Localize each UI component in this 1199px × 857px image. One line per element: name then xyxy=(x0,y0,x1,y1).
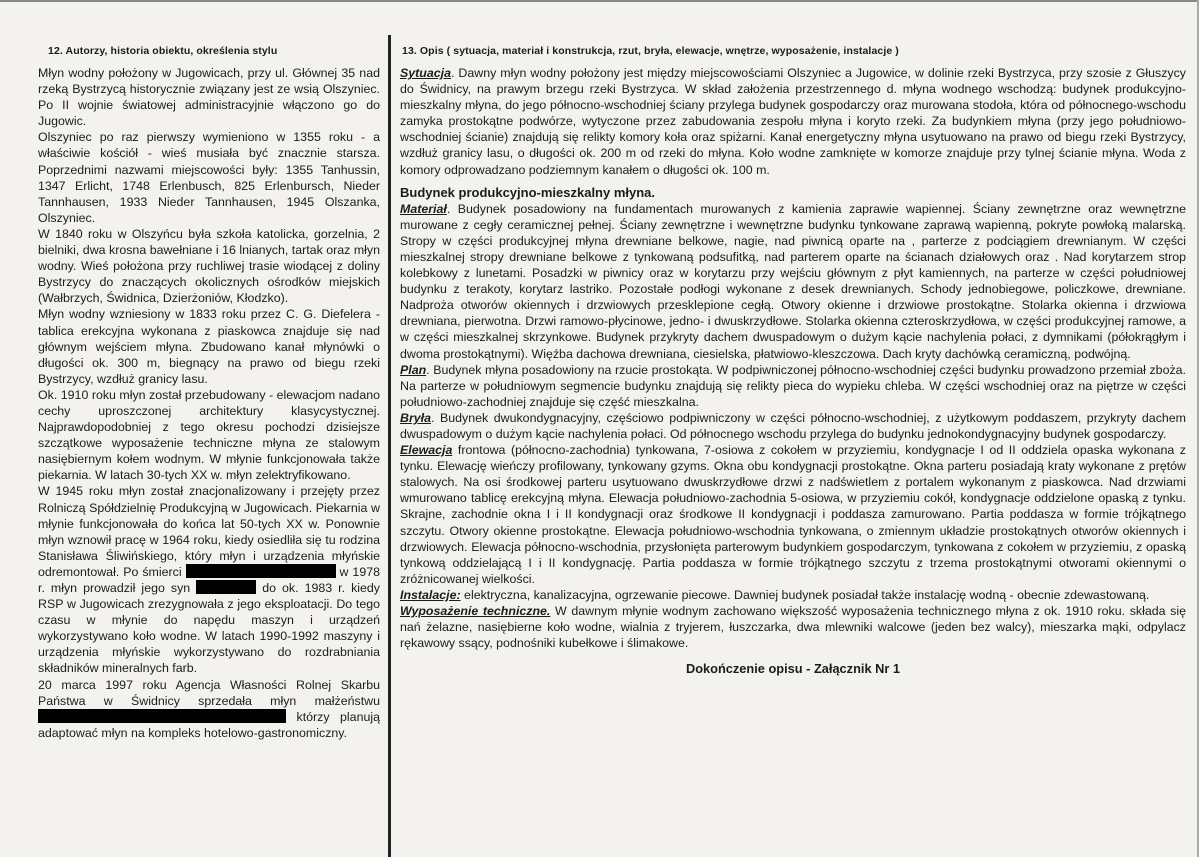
paragraph-instalacje xyxy=(400,587,1186,603)
paragraph-material xyxy=(400,201,1186,362)
text-run: elektryczna, kanalizacyjna, ogrzewanie piecowe. Dawniej budynek posiadał także instalację wodną - obecnie zdewastowaną. xyxy=(460,587,1150,602)
paragraph xyxy=(38,483,380,676)
text-run: w 1978 r. młyn prowadził jego syn xyxy=(38,564,380,595)
paragraph-bryla xyxy=(400,410,1186,442)
text-run: do ok. 1983 r. kiedy RSP w Jugowicach zrezygnowała z jego eksploatacji. Do tego czasu w młynie do napędu maszyn i urządzeń wykorzystywano koło wodne. W latach 1990-1992 maszyny i urządzenia młyńskie wykorzystywano do rozdrabniania składników mineralnych farb. xyxy=(38,581,380,676)
label-sytuacja: Sytuacja xyxy=(400,66,451,80)
redaction-bar xyxy=(196,580,256,594)
section-12-column xyxy=(38,44,380,741)
text-run: W 1945 roku młyn został znacjonalizowany i przejęty przez Rolniczą Spółdzielnię Produkcyjną w Jugowicach. Piekarnia w młynie funkcjonowała do końca lat 50-tych XX w. Ponownie młyn wznowił pracę w 1964 roku, kiedy osiedliła się tu rodzina Stanisława Śliwińskiego, który młyn i urządzenia młyńskie odremontował. Po śmierci xyxy=(38,484,380,579)
paragraph-wyposazenie xyxy=(400,603,1186,651)
top-border xyxy=(0,0,1199,2)
text-run: . Budynek młyna posadowiony na rzucie prostokąta. W podpiwniczonej północno-wschodniej części budynku prowadzono przemiał zboża. Na parterze w południowym segmencie budynku znajdują się relikty pieca do wypieku chleba. W części wschodniej oraz na piętrze w części południowo-zachodniej znajduje się część mieszkalna. xyxy=(400,362,1186,409)
redaction-bar xyxy=(186,564,336,578)
text-run: . Dawny młyn wodny położony jest między miejscowościami Olszyniec a Jugowice, w dolinie rzeki Bystrzyca, przy szosie z Głuszycy do Świdnicy, na prawym brzegu rzeki Bystrzyca. W skład założenia przestrzennego d. młyna wodnego wschodzą: budynek produkcyjno-mieszkalny młyna, do jego północno-wschodniej ściany przylega budynek gospodarczy oraz murowana stodoła, która od północnego-wschodu zamyka prostokątne podwórze, wytyczone przez zabudowania zespołu młyna i koryto rzeki. Za budynkiem młyna (przy jego południowo-wschodniej ścianie) znajdują się relikty komory koła oraz spiżarni. Kanał energetyczny młyna usytuowano na prawo od biegu rzeki Bystrzycy, wzdłuż granicy lasu, o długości ok. 200 m od rzeki do młyna. Koło wodne zamknięte w komorze znajduje przy tylnej ścianie młyna. Woda z komory odprowadzano podziemnym kanałem o długości ok. 100 m. xyxy=(400,66,1186,177)
text-run: frontowa (północno-zachodnia) tynkowana, 7-osiowa z cokołem w przyziemiu, kondygnacje I od II oddziela opaska wykonana z tynku. Elewację wieńczy profilowany, tynkowany gzyms. Okna obu kondygnacji prostokątne. Okna parteru posiadają kraty wykonane z prętów stalowych. Na osi środkowej parteru usytuowano dwuskrzydłowe drzwi z nadświetlem z portalem wykonanym z piaskowca. Nad drzwiami wmurowano tablicę erekcyjną młyna. Elewacja południowo-zachodnia 5-osiowa, w przyziemiu cokół, kondygnacje oddzielone opaską z tynku. Skrajne, zachodnie okna I i II kondygnacji oraz środkowe II kondygnacji i poddasza zamurowano. Partia poddasza w formie trójkątnego szczytu. Otwory okienne prostokątne. Elewacja południowo-wschodnia tynkowana, o zmiennym układzie prostokątnych otworów okiennych i drzwiowych. Elewacja północno-wschodnia, przysłonięta parterowym budynkiem gospodarczym, tynkowana z cokołem w przyziemiu, z opaską tynkową oddzielającą I i II kondygnację. Partia poddasza w formie trójkątnego szczytu z trzema prostokątnymi otworami okiennymi o zróżnicowanej wielkości. xyxy=(400,443,1186,586)
subheading: Budynek produkcyjno-mieszkalny młyna. xyxy=(400,184,656,200)
paragraph xyxy=(38,677,380,741)
label-instalacje: Instalacje: xyxy=(400,587,461,602)
text-run: . Budynek posadowiony na fundamentach murowanych z kamienia zaprawie wapiennej. Ściany zewnętrzne oraz wewnętrzne murowane z cegły ceramicznej pełnej. Ściany zewnętrzne i wewnętrzne budynku tynkowane zaprawą wapienną, pokryte powłoką malarską. Stropy w części produkcyjnej młyna drewniane belkowe, nagie, nad piwnicą oparte na , parterze z podciągiem drewnianym. W części mieszkalnej stropy drewniane belkowe z tynkowaną podsufitką, nad parterem oparte na ścianach działowych oraz . Nad korytarzem strop kolebkowy z lunetami. Posadzki w piwnicy oraz w korytarzu przy wejściu głównym z płyt kamiennych, na parterze w części południowej budynku z terakoty, korytarz lastriko. Pozostałe podłogi wykonane z desek drewnianych. Schody jednobiegowe, policzkowe, drewniane. Nadproża otworów okiennych i drzwiowych przesklepione cegłą. Otwory okienne i drzwiowe prostokątne. Stolarka okienna i drzwiowa drewniana, pierwotna. Drzwi ramowo-płycinowe, jedno- i dwuskrzydłowe. Stolarka okienna czteroskrzydłowa, w części produkcyjnej ramowe, a w części mieszkalnej skrzynkowe. Budynek przykryty dachem dwuspadowym o dużym kącie nachylenia połaci, z dymnikami (półokrągłym i dwoma prostokątnymi). Więźba dachowa drewniana, ciesielska, płatwiowo-kleszczowa. Dach kryty dachówką ceramiczną, podwójną. xyxy=(400,201,1186,361)
paragraph-sytuacja xyxy=(400,65,1186,178)
label-material: Materiał xyxy=(400,201,447,216)
paragraph: Młyn wodny położony w Jugowicach, przy ul. Głównej 35 nad rzeką Bystrzycą historycznie związany jest ze wsią Olszyniec. Po II wojnie światowej administracyjnie włączono go do Jugowic. xyxy=(38,66,380,129)
text-run: którzy planują adaptować młyn na kompleks hotelowo-gastronomiczny. xyxy=(38,709,380,740)
text-run: . Budynek dwukondygnacyjny, częściowo podpiwniczony w części północno-wschodniej, z użytkowym poddaszem, przykryty dachem dwuspadowym o dużym kącie nachylenia połaci. Od północnego wschodu przylega do budynku jednokondygnacyjny budynek gospodarczy. xyxy=(400,410,1186,441)
label-plan: Plan xyxy=(400,362,427,377)
section-13-heading: 13. Opis ( sytuacja, materiał i konstrukcja, rzut, bryła, elewacje, wnętrze, wyposażenie, instalacje ) xyxy=(402,45,899,57)
column-divider xyxy=(388,35,391,857)
paragraph: Ok. 1910 roku młyn został przebudowany - elewacjom nadano cechy uproszczonej architektury klasycystycznej. Najprawdopodobniej z tego okresu pochodzi dzisiejsze szczątkowe wyposażenie techniczne młyna ze stalowym nasiębiernym kołem wodnym. W młynie funkcjonowała także piekarnia. W latach 30-tych XX w. młyn zelektryfikowano. xyxy=(38,387,380,483)
paragraph: W 1840 roku w Olszyńcu była szkoła katolicka, gorzelnia, 2 bielniki, dwa krosna bawełniane i 16 lnianych, tartak oraz młyn wodny. Wieś położona przy ruchliwej trasie wiodącej z doliny Bystrzycy do znaczących okolicznych ośrodków miejskich (Wałbrzych, Świdnica, Dzierżoniów, Kłodzko). xyxy=(38,226,380,306)
label-bryla: Bryła xyxy=(400,410,431,425)
paragraph: Olszyniec po raz pierwszy wymieniono w 1355 roku - a właściwie kościół - wieś musiała być znacznie starsza. Poprzednimi nazwami miejscowości były: 1355 Tanhussin, 1347 Erlicht, 1748 Erlenbusch, 825 Erlenbursch, Nieder Tannhausen, 1933 Nieder Tannhausen, 1945 Olszanka, Olszyniec. xyxy=(38,130,380,225)
section-13-column xyxy=(400,44,1186,677)
paragraph: Młyn wodny wzniesiony w 1833 roku przez C. G. Diefelera - tablica erekcyjna wykonana z piaskowca znajduje się nad głównym wejściem młyna. Zbudowano kanał młynówki o długości ok. 300 m, biegnący na prawo od biegu rzeki Bystrzycy, wzdłuż granicy lasu. xyxy=(38,307,380,386)
paragraph-elewacja xyxy=(400,442,1186,587)
text-run: 20 marca 1997 roku Agencja Własności Rolnej Skarbu Państwa w Świdnicy sprzedała młyn małżeństwu xyxy=(38,677,380,708)
redaction-bar xyxy=(38,709,286,723)
label-wyposazenie: Wyposażenie techniczne. xyxy=(400,604,551,618)
label-elewacja: Elewacja xyxy=(400,443,453,458)
paragraph-plan xyxy=(400,362,1186,410)
closing-note: Dokończenie opisu - Załącznik Nr 1 xyxy=(685,661,901,677)
text-run: W dawnym młynie wodnym zachowano większość wyposażenia technicznego młyna z ok. 1910 roku. składa się nań żelazne, nasiębierne koło wodne, wialnia z tryjerem, łuszczarka, dwa mlewniki walcowe (jeden bez walcy), mieszarka mąki, odpylacz rękawowy ssący, podnośniki kubełkowe i ślimakowe. xyxy=(400,604,1186,651)
section-12-heading: 12. Autorzy, historia obiektu, określenia stylu xyxy=(48,45,278,57)
